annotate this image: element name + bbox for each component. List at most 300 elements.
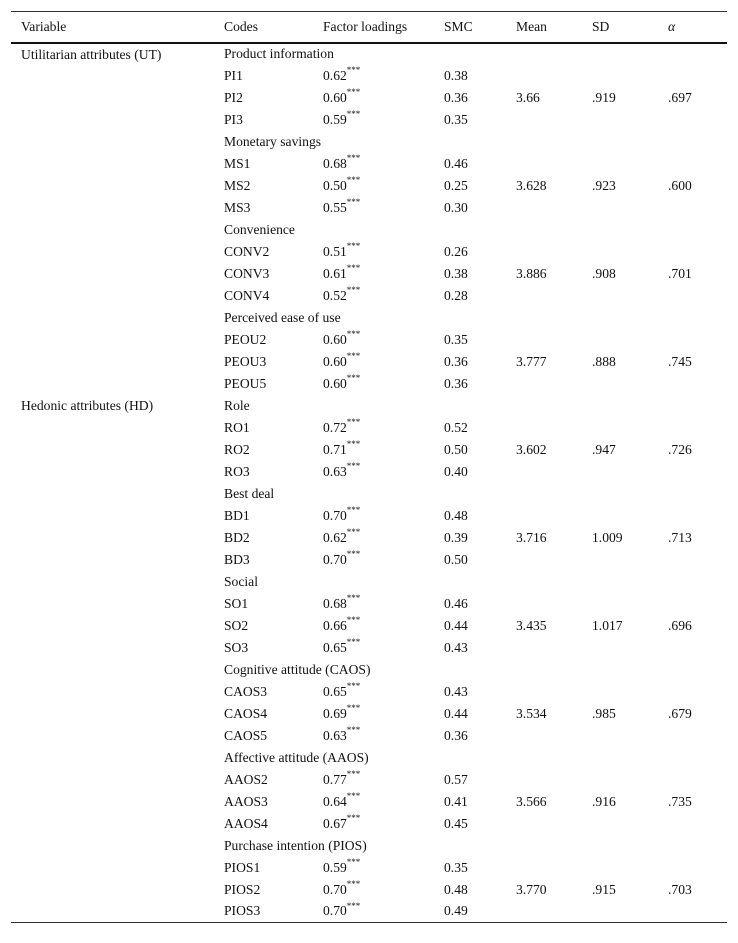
mean-value: 3.716	[516, 529, 547, 545]
smc-value: 0.44	[444, 617, 468, 633]
factor-loading	[313, 505, 434, 527]
item-code: PI1	[224, 67, 243, 83]
table-row	[11, 241, 727, 263]
variable-cell	[11, 197, 214, 219]
significance-marker: ***	[346, 438, 361, 449]
construct-name: Monetary savings	[224, 133, 322, 149]
alpha-value	[658, 505, 727, 527]
alpha-value	[658, 461, 727, 483]
item-code: BD3	[224, 551, 250, 567]
significance-marker: ***	[346, 636, 361, 647]
mean-value: 3.566	[516, 793, 547, 809]
construct-row	[11, 835, 727, 857]
sd-value	[582, 681, 658, 703]
variable-cell	[11, 65, 214, 87]
sd-value	[582, 637, 658, 659]
factor-loading	[313, 417, 434, 439]
table-row	[11, 527, 727, 549]
mean-value	[506, 725, 582, 747]
table-container	[11, 11, 727, 923]
mean-value	[506, 681, 582, 703]
variable-cell	[11, 681, 214, 703]
variable-cell	[11, 813, 214, 835]
table-row	[11, 439, 727, 461]
loading-value: 0.70	[323, 551, 347, 567]
col-header-smc: SMC	[434, 12, 506, 43]
construct-name: Role	[224, 397, 250, 413]
mean-value: 3.777	[516, 353, 547, 369]
smc-value: 0.46	[444, 155, 468, 171]
factor-loading	[313, 329, 434, 351]
loading-value: 0.60	[323, 375, 347, 391]
variable-cell	[11, 175, 214, 197]
table-row	[11, 769, 727, 791]
factor-loading	[313, 857, 434, 879]
significance-marker: ***	[346, 592, 361, 603]
table-body	[11, 43, 727, 923]
alpha-value	[658, 549, 727, 571]
table-row	[11, 813, 727, 835]
table-row	[11, 461, 727, 483]
factor-loading	[313, 637, 434, 659]
variable-cell	[11, 879, 214, 901]
factor-loading	[313, 109, 434, 131]
mean-value	[506, 505, 582, 527]
significance-marker: ***	[346, 856, 361, 867]
smc-value: 0.45	[444, 815, 468, 831]
construct-name: Social	[224, 573, 258, 589]
variable-cell	[11, 285, 214, 307]
variable-cell	[11, 87, 214, 109]
factor-loading	[313, 901, 434, 923]
construct-row	[11, 395, 727, 417]
item-code: AAOS2	[224, 771, 268, 787]
loading-value: 0.77	[323, 771, 347, 787]
significance-marker: ***	[346, 372, 361, 383]
construct-name: Product information	[224, 46, 334, 61]
variable-cell	[11, 791, 214, 813]
loading-value: 0.65	[323, 639, 347, 655]
factor-loading	[313, 241, 434, 263]
sd-value: .908	[592, 265, 616, 281]
significance-marker: ***	[346, 328, 361, 339]
item-code: SO1	[224, 595, 249, 611]
mean-value	[506, 549, 582, 571]
sd-value	[582, 813, 658, 835]
smc-value: 0.30	[444, 199, 468, 215]
variable-cell	[11, 219, 214, 241]
loading-value: 0.65	[323, 683, 347, 699]
smc-value: 0.49	[434, 901, 506, 923]
variable-cell	[11, 571, 214, 593]
construct-name: Convenience	[224, 221, 295, 237]
col-header-alpha: α	[658, 12, 727, 43]
variable-cell	[11, 527, 214, 549]
sd-value	[582, 593, 658, 615]
table-row	[11, 65, 727, 87]
significance-marker: ***	[346, 460, 361, 471]
mean-value	[506, 65, 582, 87]
construct-row	[11, 43, 727, 65]
construct-row	[11, 483, 727, 505]
table-row	[11, 681, 727, 703]
significance-marker: ***	[346, 64, 361, 75]
loading-value: 0.61	[323, 265, 347, 281]
variable-cell	[11, 747, 214, 769]
sd-value: .916	[592, 793, 616, 809]
sd-value: 1.009	[592, 529, 623, 545]
variable-cell	[11, 483, 214, 505]
significance-marker: ***	[346, 174, 361, 185]
mean-value: 3.886	[516, 265, 547, 281]
sd-value	[582, 285, 658, 307]
significance-marker: ***	[346, 504, 361, 515]
item-code: CONV4	[224, 287, 270, 303]
alpha-value	[658, 725, 727, 747]
table-row	[11, 879, 727, 901]
significance-marker: ***	[346, 240, 361, 251]
factor-loading	[313, 373, 434, 395]
mean-value	[506, 417, 582, 439]
significance-marker: ***	[346, 900, 361, 911]
mean-value	[506, 197, 582, 219]
mean-value	[506, 813, 582, 835]
loading-value: 0.66	[323, 617, 347, 633]
variable-cell	[11, 593, 214, 615]
mean-value	[506, 153, 582, 175]
loading-value: 0.60	[323, 89, 347, 105]
alpha-value	[658, 241, 727, 263]
table-row	[11, 417, 727, 439]
alpha-value: .726	[668, 441, 692, 457]
table-row	[11, 857, 727, 879]
sd-value: .919	[592, 89, 616, 105]
smc-value: 0.57	[444, 771, 468, 787]
significance-marker: ***	[346, 108, 361, 119]
table-row	[11, 373, 727, 395]
construct-name: Purchase intention (PIOS)	[224, 837, 367, 853]
significance-marker: ***	[346, 284, 361, 295]
variable-cell	[11, 549, 214, 571]
sd-value	[582, 901, 658, 923]
item-code: CONV2	[224, 243, 270, 259]
mean-value: 3.628	[516, 177, 547, 193]
table-row	[11, 549, 727, 571]
alpha-value	[658, 813, 727, 835]
variable-label: Utilitarian attributes (UT)	[21, 46, 162, 62]
item-code: RO2	[224, 441, 250, 457]
variable-cell	[11, 373, 214, 395]
variable-cell	[11, 351, 214, 373]
variable-cell	[11, 131, 214, 153]
item-code: PEOU2	[224, 331, 267, 347]
variable-label: Hedonic attributes (HD)	[21, 397, 154, 413]
item-code: BD1	[224, 507, 250, 523]
construct-row	[11, 747, 727, 769]
significance-marker: ***	[346, 416, 361, 427]
smc-value: 0.50	[444, 441, 468, 457]
variable-cell	[11, 439, 214, 461]
factor-loading	[313, 439, 434, 461]
significance-marker: ***	[346, 878, 361, 889]
loading-value: 0.70	[323, 507, 347, 523]
alpha-value	[658, 417, 727, 439]
item-code: PI3	[224, 111, 243, 127]
loading-value: 0.51	[323, 243, 347, 259]
variable-cell	[11, 307, 214, 329]
factor-loading	[313, 285, 434, 307]
smc-value: 0.36	[444, 353, 468, 369]
construct-row	[11, 659, 727, 681]
table-row	[11, 263, 727, 285]
significance-marker: ***	[346, 350, 361, 361]
item-code: AAOS3	[224, 793, 268, 809]
item-code: PIOS2	[224, 881, 261, 897]
significance-marker: ***	[346, 790, 361, 801]
loading-value: 0.63	[323, 463, 347, 479]
construct-row	[11, 219, 727, 241]
item-code: SO2	[224, 617, 249, 633]
smc-value: 0.35	[444, 111, 468, 127]
sd-value: .923	[592, 177, 616, 193]
col-header-variable: Variable	[11, 12, 214, 43]
loading-value: 0.59	[323, 111, 347, 127]
variable-cell	[11, 461, 214, 483]
item-code: CAOS3	[224, 683, 268, 699]
loading-value: 0.59	[323, 859, 347, 875]
sd-value	[582, 725, 658, 747]
loading-value: 0.70	[323, 881, 347, 897]
alpha-value	[658, 637, 727, 659]
table-row	[11, 351, 727, 373]
construct-row	[11, 307, 727, 329]
table-row	[11, 593, 727, 615]
factor-loading	[313, 153, 434, 175]
sd-value: 1.017	[592, 617, 623, 633]
mean-value: 3.66	[516, 89, 540, 105]
loading-value: 0.67	[323, 815, 347, 831]
construct-name: Cognitive attitude (CAOS)	[224, 661, 371, 677]
table-row	[11, 791, 727, 813]
smc-value: 0.52	[444, 419, 468, 435]
significance-marker: ***	[346, 702, 361, 713]
sd-value	[582, 241, 658, 263]
alpha-value: .703	[668, 881, 692, 897]
factor-loadings-table	[11, 11, 727, 923]
factor-loading	[313, 813, 434, 835]
mean-value	[506, 593, 582, 615]
item-code: BD2	[224, 529, 250, 545]
factor-loading	[313, 593, 434, 615]
table-row	[11, 285, 727, 307]
loading-value: 0.68	[323, 155, 347, 171]
alpha-value	[658, 373, 727, 395]
construct-row	[11, 131, 727, 153]
loading-value: 0.64	[323, 793, 347, 809]
factor-loading	[313, 527, 434, 549]
construct-name: Best deal	[224, 485, 275, 501]
alpha-value: .735	[668, 793, 692, 809]
loading-value: 0.63	[323, 727, 347, 743]
factor-loading	[313, 681, 434, 703]
mean-value	[506, 901, 582, 923]
table-row	[11, 175, 727, 197]
loading-value: 0.71	[323, 441, 347, 457]
item-code: MS3	[224, 199, 251, 215]
sd-value: .985	[592, 705, 616, 721]
alpha-value	[658, 197, 727, 219]
sd-value	[582, 505, 658, 527]
loading-value: 0.62	[323, 67, 347, 83]
smc-value: 0.48	[444, 507, 468, 523]
table-row	[11, 725, 727, 747]
table-row	[11, 109, 727, 131]
significance-marker: ***	[346, 86, 361, 97]
alpha-value	[658, 153, 727, 175]
significance-marker: ***	[346, 196, 361, 207]
alpha-value	[658, 901, 727, 923]
mean-value	[506, 857, 582, 879]
item-code: AAOS4	[224, 815, 268, 831]
loading-value: 0.62	[323, 529, 347, 545]
variable-cell	[11, 659, 214, 681]
mean-value	[506, 373, 582, 395]
smc-value: 0.36	[444, 89, 468, 105]
item-code: SO3	[224, 639, 249, 655]
smc-value: 0.25	[444, 177, 468, 193]
construct-name: Affective attitude (AAOS)	[224, 749, 369, 765]
table-row	[11, 615, 727, 637]
variable-cell	[11, 637, 214, 659]
smc-value: 0.35	[444, 331, 468, 347]
smc-value: 0.36	[444, 375, 468, 391]
sd-value: .888	[592, 353, 616, 369]
significance-marker: ***	[346, 548, 361, 559]
factor-loading	[313, 791, 434, 813]
loading-value: 0.68	[323, 595, 347, 611]
table-row	[11, 901, 727, 923]
sd-value	[582, 857, 658, 879]
loading-value: 0.60	[323, 353, 347, 369]
significance-marker: ***	[346, 724, 361, 735]
mean-value	[506, 109, 582, 131]
mean-value: 3.435	[516, 617, 547, 633]
variable-cell	[11, 615, 214, 637]
smc-value: 0.48	[444, 881, 468, 897]
loading-value: 0.70	[323, 903, 347, 919]
factor-loading	[313, 461, 434, 483]
variable-cell	[11, 241, 214, 263]
loading-value: 0.60	[323, 331, 347, 347]
factor-loading	[313, 615, 434, 637]
factor-loading	[313, 263, 434, 285]
sd-value	[582, 109, 658, 131]
factor-loading	[313, 351, 434, 373]
factor-loading	[313, 769, 434, 791]
alpha-value: .713	[668, 529, 692, 545]
factor-loading	[313, 725, 434, 747]
variable-cell	[11, 703, 214, 725]
table-row	[11, 637, 727, 659]
smc-value: 0.46	[444, 595, 468, 611]
variable-cell	[11, 769, 214, 791]
alpha-value: .701	[668, 265, 692, 281]
factor-loading	[313, 879, 434, 901]
alpha-value	[658, 769, 727, 791]
item-code: PI2	[224, 89, 243, 105]
item-code: CAOS4	[224, 705, 268, 721]
construct-name: Perceived ease of use	[224, 309, 341, 325]
alpha-value	[658, 329, 727, 351]
col-header-codes: Codes	[214, 12, 313, 43]
factor-loading	[313, 87, 434, 109]
alpha-value	[658, 857, 727, 879]
alpha-value	[658, 65, 727, 87]
alpha-value: .679	[668, 705, 692, 721]
table-row	[11, 87, 727, 109]
smc-value: 0.41	[444, 793, 468, 809]
alpha-value	[658, 109, 727, 131]
alpha-value: .697	[668, 89, 692, 105]
variable-cell	[11, 263, 214, 285]
factor-loading	[313, 65, 434, 87]
alpha-value	[658, 681, 727, 703]
table-row	[11, 329, 727, 351]
variable-cell	[11, 109, 214, 131]
sd-value	[582, 769, 658, 791]
significance-marker: ***	[346, 768, 361, 779]
variable-cell	[11, 857, 214, 879]
smc-value: 0.26	[444, 243, 468, 259]
variable-cell	[11, 725, 214, 747]
significance-marker: ***	[346, 526, 361, 537]
sd-value	[582, 373, 658, 395]
smc-value: 0.40	[444, 463, 468, 479]
factor-loading	[313, 197, 434, 219]
mean-value	[506, 285, 582, 307]
significance-marker: ***	[346, 614, 361, 625]
item-code: MS2	[224, 177, 251, 193]
significance-marker: ***	[346, 152, 361, 163]
table-header-row	[11, 12, 727, 43]
alpha-value	[658, 593, 727, 615]
variable-cell	[11, 901, 214, 923]
variable-cell	[11, 505, 214, 527]
sd-value	[582, 329, 658, 351]
smc-value: 0.43	[444, 639, 468, 655]
mean-value: 3.602	[516, 441, 547, 457]
variable-cell	[11, 835, 214, 857]
smc-value: 0.28	[444, 287, 468, 303]
variable-cell	[11, 153, 214, 175]
mean-value	[506, 637, 582, 659]
sd-value	[582, 153, 658, 175]
item-code: PEOU3	[224, 353, 267, 369]
item-code: CONV3	[224, 265, 270, 281]
significance-marker: ***	[346, 812, 361, 823]
smc-value: 0.38	[444, 67, 468, 83]
smc-value: 0.38	[444, 265, 468, 281]
table-row	[11, 505, 727, 527]
table-row	[11, 197, 727, 219]
smc-value: 0.44	[444, 705, 468, 721]
mean-value	[506, 241, 582, 263]
col-header-mean: Mean	[506, 12, 582, 43]
col-header-sd: SD	[582, 12, 658, 43]
sd-value: .947	[592, 441, 616, 457]
item-code: PEOU5	[224, 375, 267, 391]
item-code: CAOS5	[224, 727, 268, 743]
